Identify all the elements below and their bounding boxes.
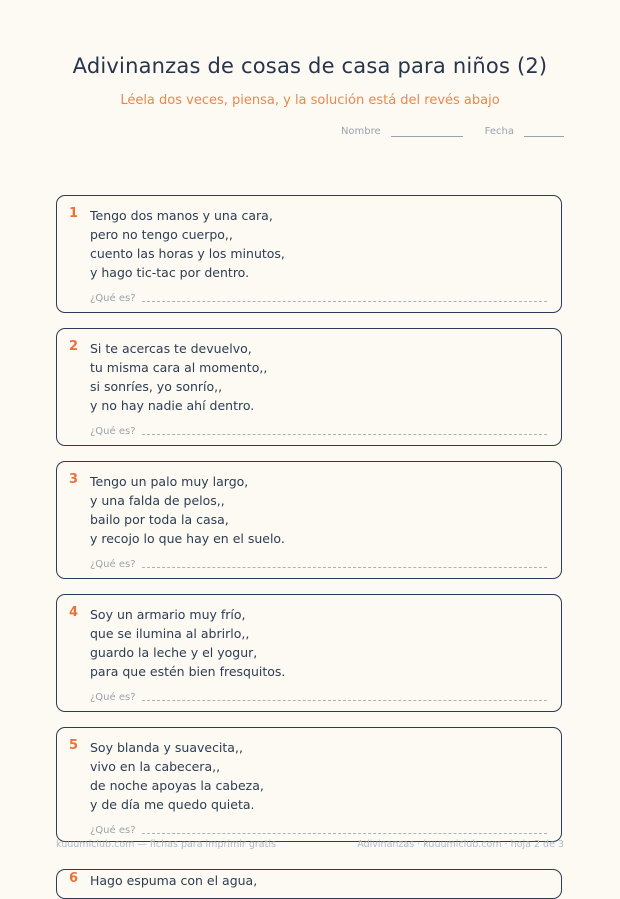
verse-line: tu misma cara al momento,, — [90, 360, 268, 375]
answer-label: ¿Qué es? — [90, 426, 136, 437]
verse-line: si sonríes, yo sonrío,, — [90, 379, 223, 394]
riddle-verse — [90, 339, 267, 415]
date-label: Fecha — [484, 126, 514, 137]
verse-line: Soy un armario muy frío, — [90, 607, 246, 622]
answer-label: ¿Qué es? — [90, 825, 136, 836]
riddle-number: 3 — [69, 472, 79, 487]
answer-field[interactable] — [90, 559, 547, 570]
riddle-verse — [90, 738, 264, 814]
footer-left: kuuumiclub.com — fichas para imprimir gratis — [56, 839, 276, 850]
page-subtitle: Léela dos veces, piensa, y la solución está del revés abajo — [120, 93, 500, 108]
answer-line[interactable] — [142, 699, 547, 701]
answer-field[interactable] — [90, 293, 547, 304]
name-line[interactable] — [391, 135, 463, 137]
riddle-number: 2 — [69, 339, 79, 354]
verse-line: y recojo lo que hay en el suelo. — [90, 531, 285, 546]
riddle-verse — [90, 605, 285, 681]
verse-line: Tengo dos manos y una cara, — [90, 208, 273, 223]
answer-label: ¿Qué es? — [90, 293, 136, 304]
answer-field[interactable] — [90, 825, 547, 836]
verse-line: y hago tic-tac por dentro. — [90, 265, 250, 280]
answer-line[interactable] — [142, 300, 547, 302]
footer-right: Adivinanzas · kuuumiclub.com · hoja 2 de 3 — [357, 839, 564, 850]
answer-field[interactable] — [90, 426, 547, 437]
riddle-verse — [90, 206, 285, 282]
verse-line: Soy blanda y suavecita,, — [90, 740, 243, 755]
riddle-number: 1 — [69, 206, 79, 221]
answer-line[interactable] — [142, 832, 547, 834]
answer-line[interactable] — [142, 433, 547, 435]
name-date-fields — [341, 126, 564, 137]
verse-line: y no hay nadie ahí dentro. — [90, 398, 255, 413]
riddle-number: 4 — [69, 605, 79, 620]
verse-line: Hago espuma con el agua, — [90, 873, 258, 888]
verse-line: Tengo un palo muy largo, — [90, 474, 249, 489]
riddle-number: 6 — [69, 871, 79, 886]
verse-line: de noche apoyas la cabeza, — [90, 778, 264, 793]
riddle-card-4 — [56, 594, 562, 712]
riddle-card-3 — [56, 461, 562, 579]
answer-label: ¿Qué es? — [90, 559, 136, 570]
verse-line: Si te acercas te devuelvo, — [90, 341, 252, 356]
verse-line: y una falda de pelos,, — [90, 493, 225, 508]
riddle-number: 5 — [69, 738, 79, 753]
riddle-verse — [90, 472, 285, 548]
name-label: Nombre — [340, 126, 381, 137]
verse-line: que se ilumina al abrirlo,, — [90, 626, 250, 641]
verse-line: pero no tengo cuerpo,, — [90, 227, 233, 242]
riddle-card-5 — [56, 727, 562, 842]
verse-line: para que estén bien fresquitos. — [90, 664, 286, 679]
answer-line[interactable] — [142, 566, 547, 568]
verse-line: vivo en la cabecera,, — [90, 759, 221, 774]
verse-line: y de día me quedo quieta. — [90, 797, 255, 812]
riddle-verse — [90, 871, 257, 890]
page-footer — [56, 839, 564, 850]
riddle-card-2 — [56, 328, 562, 446]
riddle-card-6 — [56, 869, 562, 899]
page-title: Adivinanzas de cosas de casa para niños (2) — [72, 54, 548, 78]
riddle-card-1 — [56, 195, 562, 313]
answer-field[interactable] — [90, 692, 547, 703]
date-line[interactable] — [524, 135, 564, 137]
verse-line: cuento las horas y los minutos, — [90, 246, 285, 261]
verse-line: bailo por toda la casa, — [90, 512, 229, 527]
verse-line: guardo la leche y el yogur, — [90, 645, 258, 660]
answer-label: ¿Qué es? — [90, 692, 136, 703]
